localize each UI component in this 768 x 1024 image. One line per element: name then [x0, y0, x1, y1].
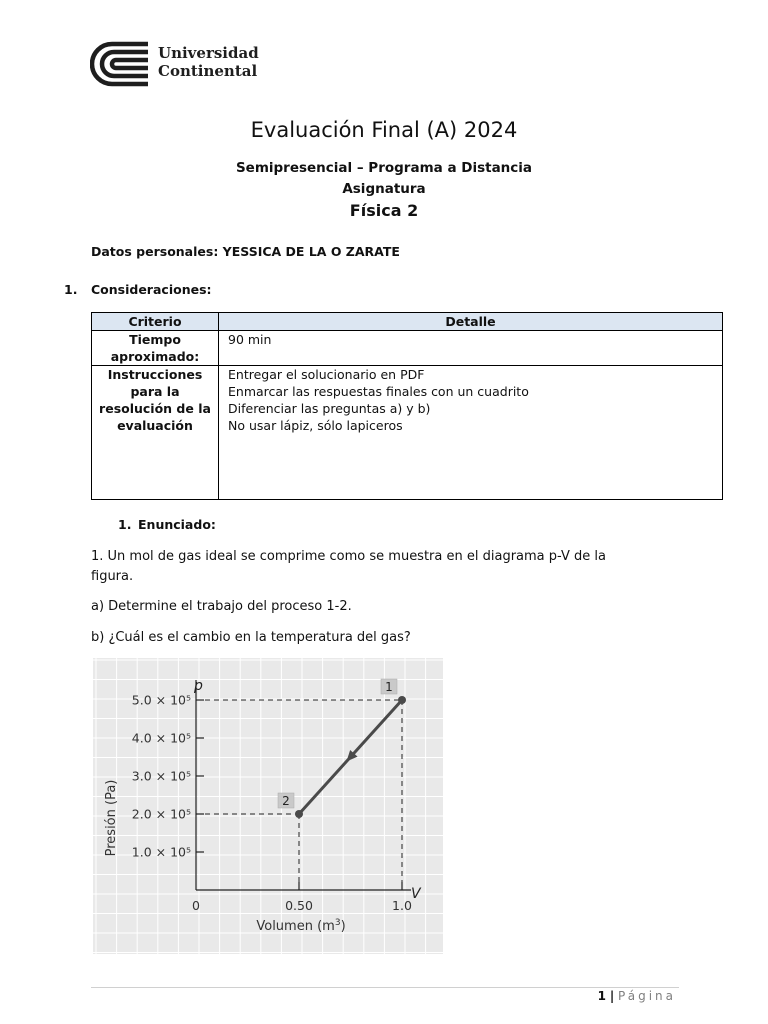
y-tick-label: 4.0 × 10⁵: [131, 730, 191, 746]
section-heading: Consideraciones:: [91, 282, 212, 297]
table-cell-criterio: [92, 331, 219, 366]
cell-line: No usar lápiz, sólo lapiceros: [228, 418, 403, 433]
cell-line: Instrucciones: [107, 367, 203, 382]
y-tick-label: 1.0 × 10⁵: [131, 844, 191, 860]
table-cell-detalle: [219, 366, 723, 500]
section-number: 1.: [64, 282, 78, 297]
unit-exponent: 3: [334, 918, 341, 928]
state-label: 2: [282, 794, 290, 808]
x-tick-label: 0: [192, 898, 200, 913]
unit-close: ): [340, 919, 346, 934]
cell-line: evaluación: [117, 418, 193, 433]
table-row: [92, 366, 723, 500]
subsection-number: 1.: [118, 517, 132, 532]
problem-statement: 1. Un mol de gas ideal se comprime como se muestra en el diagrama p-V de la figura.: [91, 549, 606, 584]
y-axis-symbol: p: [194, 678, 203, 694]
x-axis-label: Volumen $(m^3)$: [256, 918, 346, 934]
footer-divider: [91, 987, 679, 988]
university-name-line1: Universidad: [158, 44, 259, 62]
cell-line: 90 min: [228, 332, 272, 347]
university-name-line2: Continental: [158, 62, 258, 80]
y-tick-label: 5.0 × 10⁵: [131, 692, 191, 708]
table-header-cell: Detalle: [219, 313, 723, 331]
document-subtitle: Semipresencial – Programa a Distancia: [235, 160, 533, 176]
y-axis-label: Presión (Pa): [104, 779, 119, 857]
x-tick-label: 1.0: [392, 898, 412, 913]
cell-line: Tiempo: [129, 332, 181, 347]
page-label: Página: [618, 989, 676, 1003]
personal-data: Datos personales: YESSICA DE LA O ZARATE: [91, 244, 400, 259]
document-title: Evaluación Final (A) 2024: [250, 118, 518, 142]
table-cell-criterio: [92, 366, 219, 500]
course-name: Física 2: [349, 201, 419, 220]
cell-line: Enmarcar las respuestas finales con un cuadrito: [228, 384, 529, 399]
x-axis-symbol: V: [411, 886, 421, 902]
criteria-table: [91, 312, 723, 500]
state-point: [398, 696, 406, 704]
x-tick-label: 0.50: [285, 898, 313, 913]
y-tick-label: 3.0 × 10⁵: [131, 768, 191, 784]
table-header-cell: Criterio: [92, 313, 219, 331]
cell-line: resolución de la: [99, 401, 211, 416]
problem-part-b: b) ¿Cuál es el cambio en la temperatura del gas?: [91, 630, 411, 645]
page-number: 1: [597, 989, 606, 1003]
cell-line: aproximado:: [110, 349, 200, 364]
problem-part-a: a) Determine el trabajo del proceso 1-2.: [91, 599, 352, 614]
state-label: 1: [385, 680, 393, 694]
table-row: [92, 331, 723, 366]
cell-line: Diferenciar las preguntas a) y b): [228, 401, 431, 416]
table-cell-detalle: [219, 331, 723, 366]
cell-line: para la: [130, 384, 180, 399]
cell-line: Entregar el solucionario en PDF: [228, 367, 425, 382]
state-point: [295, 810, 303, 818]
asignatura-label: Asignatura: [342, 181, 426, 197]
subsection-heading: Enunciado:: [138, 517, 216, 532]
pv-diagram: [93, 658, 443, 954]
footer-separator: |: [609, 989, 615, 1003]
table-header-row: [92, 313, 723, 331]
y-tick-label: 2.0 × 10⁵: [131, 806, 191, 822]
university-name: [158, 44, 259, 80]
page-footer: [598, 989, 676, 1003]
